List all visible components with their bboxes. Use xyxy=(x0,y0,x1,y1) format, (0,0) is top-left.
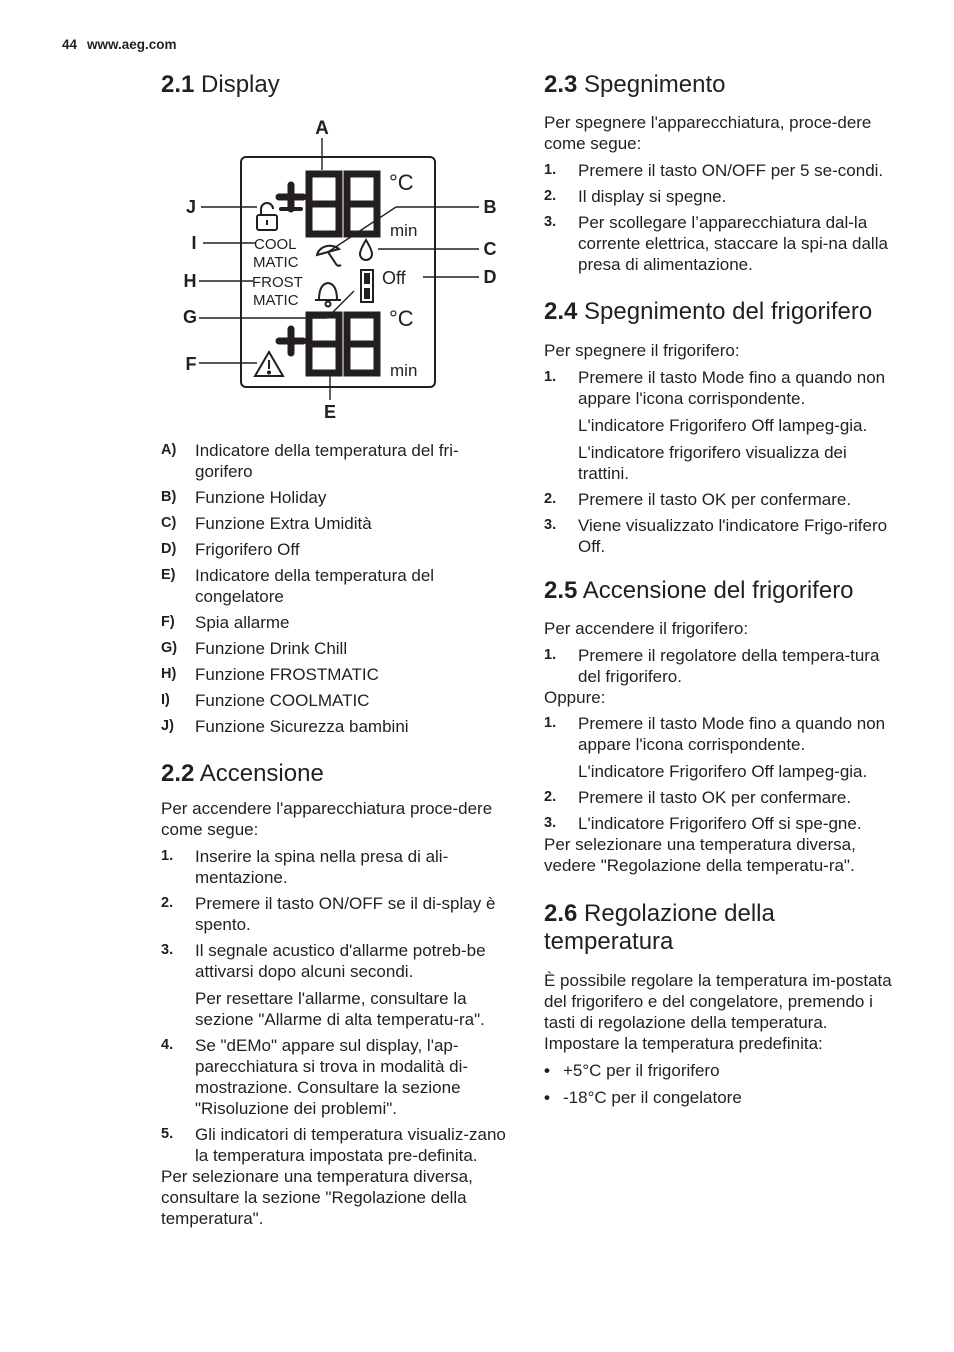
unit-min-upper: min xyxy=(390,221,418,240)
frostmatic-matic: MATIC xyxy=(253,292,299,309)
list-item: H) Funzione FROSTMATIC xyxy=(161,665,379,684)
label-J: J xyxy=(185,197,197,217)
section-title-accensione: 2.2 Accensione xyxy=(161,760,324,787)
unit-celsius-upper: °C xyxy=(389,170,414,195)
list-item: F) Spia allarme xyxy=(161,613,290,632)
display-diagram xyxy=(161,112,513,430)
list-item: 5. Gli indicatori di temperatura visualiz-zano la temperatura impostata pre-definita. xyxy=(161,1125,506,1165)
accensione-frigo-outro: Per selezionare una temperatura diversa, vedere "Regolazione della temperatu-ra". xyxy=(544,835,856,875)
label-H: H xyxy=(183,271,197,291)
label-A: A xyxy=(315,118,329,139)
lower-temperature-digits xyxy=(279,315,377,373)
off-label: Off xyxy=(382,268,406,288)
section-title-accensione-frigo: 2.5 Accensione del frigorifero xyxy=(544,577,854,604)
list-item: • -18°C per il congelatore xyxy=(544,1088,742,1107)
spegnimento-frigo-steps xyxy=(544,367,896,557)
label-E: E xyxy=(323,402,337,422)
list-item: C) Funzione Extra Umidità xyxy=(161,514,372,533)
accensione-steps xyxy=(161,846,513,1166)
left-column-body xyxy=(161,440,513,1229)
accensione-outro: Per selezionare una temperatura diversa, consultare la sezione "Regolazione della temperatura". xyxy=(161,1167,473,1228)
accensione-frigo-oppure: Oppure: xyxy=(544,688,606,707)
regolazione-intro2: Impostare la temperatura predefinita: xyxy=(544,1034,823,1053)
list-item: 1. Premere il tasto Mode fino a quando non appare l'icona corrispondente. L'indicatore Frigorifero Off lampeg-gia. xyxy=(544,714,886,781)
padlock-icon xyxy=(257,203,277,230)
list-item: 2. Premere il tasto ON/OFF se il di-splay è spento. xyxy=(161,894,496,934)
section-title-spegnimento-frigo: 2.4 Spegnimento del frigorifero xyxy=(544,298,873,325)
label-B: B xyxy=(483,197,497,217)
bell-icon xyxy=(315,283,341,307)
list-item: • +5°C per il frigorifero xyxy=(544,1061,720,1080)
unit-min-lower: min xyxy=(390,361,418,380)
label-I: I xyxy=(191,233,197,253)
list-item: 3. Il segnale acustico d'allarme potreb-be attivarsi dopo alcuni secondi. Per resettare l'allarme, consultare la sezione "Allarme di alta temperatu-ra". xyxy=(161,941,486,1029)
display-legend xyxy=(161,440,513,737)
label-F: F xyxy=(185,354,197,374)
list-item: E) Indicatore della temperatura del congelatore xyxy=(161,566,435,606)
right-column xyxy=(544,68,896,1114)
section-title-regolazione: 2.6 Regolazione della temperatura xyxy=(544,900,775,955)
upper-temperature-digits xyxy=(279,174,377,234)
list-item: A) Indicatore della temperatura del fri-gorifero xyxy=(161,441,459,481)
unit-celsius-lower: °C xyxy=(389,306,414,331)
list-item: 3. Per scollegare l’apparecchiatura dal-la corrente elettrica, staccare la spi-na dalla presa di alimentazione. xyxy=(544,213,888,274)
section-title-spegnimento: 2.3 Spegnimento xyxy=(544,71,726,98)
coolmatic-cool: COOL xyxy=(254,236,297,253)
list-item: G) Funzione Drink Chill xyxy=(161,639,348,658)
list-item: 1. Premere il tasto ON/OFF per 5 se-condi. xyxy=(544,161,884,180)
list-item: 2. Premere il tasto OK per confermare. xyxy=(544,788,852,807)
accensione-frigo-intro: Per accendere il frigorifero: xyxy=(544,619,749,638)
list-item: D) Frigorifero Off xyxy=(161,540,300,559)
accensione-frigo-steps-a xyxy=(544,645,896,687)
section-title-display: 2.1 Display xyxy=(161,71,280,98)
list-item: B) Funzione Holiday xyxy=(161,488,327,507)
site-url[interactable]: www.aeg.com xyxy=(87,37,177,52)
list-item: 3. Viene visualizzato l'indicatore Frigo-rifero Off. xyxy=(544,516,888,556)
list-item: 1. Inserire la spina nella presa di ali-mentazione. xyxy=(161,847,449,887)
spegnimento-steps xyxy=(544,160,896,275)
list-item: 2. Il display si spegne. xyxy=(544,187,727,206)
spegnimento-intro: Per spegnere l'apparecchiatura, proce-dere come segue: xyxy=(544,113,872,153)
fridge-off-icon xyxy=(361,270,373,302)
list-item: 3. L'indicatore Frigorifero Off si spe-gne. xyxy=(544,814,862,833)
list-item: 1. Premere il regolatore della tempera-tura del frigorifero. xyxy=(544,646,880,686)
regolazione-bullets xyxy=(544,1060,896,1108)
left-column xyxy=(161,68,513,99)
list-item: I) Funzione COOLMATIC xyxy=(161,691,370,710)
label-G: G xyxy=(182,307,198,327)
label-D: D xyxy=(483,267,497,287)
list-item: 4. Se "dEMo" appare sul display, l'ap-parecchiatura si trova in modalità di-mostrazione. Consultare la sezione "Risoluzione dei problemi". xyxy=(161,1036,469,1118)
page-header xyxy=(62,37,177,52)
coolmatic-matic: MATIC xyxy=(253,254,299,271)
list-item: 1. Premere il tasto Mode fino a quando non appare l'icona corrispondente. L'indicatore Frigorifero Off lampeg-gia. L'indicatore frigorifero visualizza dei trattini. xyxy=(544,368,886,483)
list-item: 2. Premere il tasto OK per confermare. xyxy=(544,490,852,509)
regolazione-intro: È possibile regolare la temperatura im-postata del frigorifero e del congelatore, premendo i tasti di regolazione della temperatura. xyxy=(544,971,892,1032)
list-item: J) Funzione Sicurezza bambini xyxy=(161,717,409,736)
label-C: C xyxy=(483,239,497,259)
drop-icon xyxy=(360,240,372,260)
warning-icon xyxy=(255,352,283,376)
page-number: 44 xyxy=(62,37,78,52)
umbrella-icon xyxy=(317,246,341,266)
accensione-intro: Per accendere l'apparecchiatura proce-dere come segue: xyxy=(161,799,493,839)
spegnimento-frigo-intro: Per spegnere il frigorifero: xyxy=(544,341,740,360)
accensione-frigo-steps-b xyxy=(544,713,896,834)
frostmatic-frost: FROST xyxy=(252,274,303,291)
